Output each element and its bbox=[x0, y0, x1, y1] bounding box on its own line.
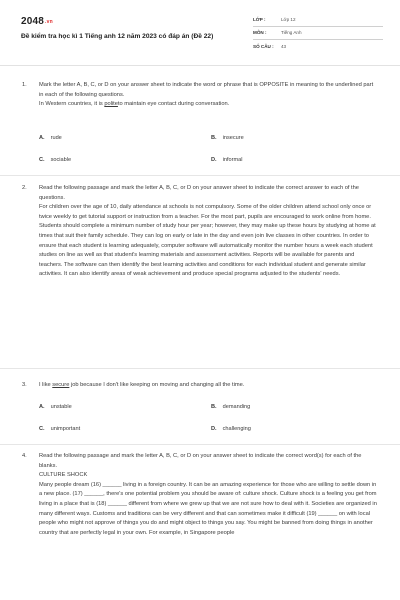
option-letter: D. bbox=[211, 157, 217, 163]
divider bbox=[0, 368, 400, 369]
underlined-word: secure bbox=[52, 382, 70, 388]
stem-text: In Western countries, it is bbox=[39, 101, 105, 108]
meta-count-label: SỐ CÂU : bbox=[253, 44, 274, 49]
option-text: challenging bbox=[222, 426, 251, 432]
site-logo[interactable] bbox=[21, 16, 53, 27]
option-letter: D. bbox=[211, 426, 217, 432]
option-text: insecure bbox=[222, 135, 244, 141]
underlined-word: polite bbox=[104, 101, 118, 108]
meta-class-value: Lớp 12 bbox=[281, 17, 296, 22]
stem-text: I like bbox=[39, 382, 53, 388]
question-number: 1. bbox=[22, 82, 27, 88]
question-stem bbox=[39, 100, 378, 110]
logo-suffix: .vn bbox=[45, 19, 53, 25]
meta-count-value: 43 bbox=[281, 44, 287, 49]
question-4 bbox=[22, 452, 378, 538]
divider bbox=[253, 39, 383, 40]
meta-subject-label: MÔN : bbox=[253, 30, 267, 35]
passage-heading: CULTURE SHOCK bbox=[39, 472, 88, 479]
divider bbox=[0, 175, 400, 176]
option-letter: C. bbox=[39, 426, 45, 432]
meta-class-label: LỚP : bbox=[253, 17, 266, 22]
reading-passage: Many people dream (16) ______ living in a foreign country. It can be an amazing experience for those who are willing to settle down in a new place. (17) ______, there's one potential problem you should be aware of: culture shock. Culture shock is a feeling you get from living in a place that is (18) ______ different from where we grew up that we are not sure how to deal with it. Societies are organized in many different ways. Customs and traditions can be very different and that can sometimes make it difficult (19) ______ on with local people who might not approve of things you do and might object to things you say. You might be banned from doing things in another country that are perfectly legal in your own. For example, in Singapore people bbox=[39, 481, 377, 536]
meta-subject-value: Tiếng Anh bbox=[281, 30, 302, 35]
meta-subject bbox=[253, 30, 383, 35]
option-text: sociable bbox=[50, 157, 72, 163]
header-divider bbox=[0, 65, 400, 66]
stem-text: job because I don't like keeping on moving and changing all the time. bbox=[69, 382, 245, 388]
question-2 bbox=[22, 184, 378, 280]
question-number: 4. bbox=[22, 453, 27, 459]
option-a[interactable] bbox=[39, 135, 62, 141]
divider bbox=[253, 26, 383, 27]
option-text: rude bbox=[50, 135, 62, 141]
option-b[interactable] bbox=[211, 135, 244, 141]
option-b[interactable] bbox=[211, 404, 250, 410]
option-letter: B. bbox=[211, 404, 217, 410]
option-text: unstable bbox=[50, 404, 72, 410]
option-d[interactable] bbox=[211, 157, 243, 163]
option-text: unimportant bbox=[50, 426, 81, 432]
option-text: demanding bbox=[222, 404, 251, 410]
stem-text: to maintain eye contact during conversation. bbox=[117, 101, 230, 108]
question-3 bbox=[22, 381, 378, 391]
divider bbox=[0, 444, 400, 445]
question-stem bbox=[39, 381, 378, 391]
meta-count bbox=[253, 44, 383, 49]
option-text: informal bbox=[222, 157, 243, 163]
question-instruction: Mark the letter A, B, C, or D on your answer sheet to indicate the word or phrase that is OPPOSITE in meaning to the underlined part in each of the following questions. bbox=[39, 82, 374, 98]
question-instruction: Read the following passage and mark the letter A, B, C, or D on your answer sheet to indicate the correct word(s) for each of the blanks. bbox=[39, 453, 362, 469]
option-c[interactable] bbox=[39, 426, 80, 432]
question-number: 2. bbox=[22, 185, 27, 191]
reading-passage: For children over the age of 10, daily attendance at schools is not compulsory. Some of the older children attend school only once or twice weekly to get tutorial support or instruction from a teacher. For the most part, pupils are encouraged to work online from home. Students should complete a minimum number of study hour per year; however, they may make up these hours by studying at home at times that suit their family schedule. They can log on early or late in the day and even join live classes in other countries. In order to ensure that each student is learning adequately, computer software will automatically monitor the number hours a week each student studies on line as well as that student's learning materials and assessment activities. Reports will be available for parents and teachers. The software can then identify the best learning activities and conditions for each individual student and generate similar activities. It can also identify areas of weak achievement and produce special programs adjusted to the students' needs. bbox=[39, 204, 376, 278]
question-instruction: Read the following passage and mark the letter A, B, C, or D on your answer sheet to indicate the correct answer to each of the questions. bbox=[39, 185, 359, 201]
option-d[interactable] bbox=[211, 426, 251, 432]
page-header bbox=[0, 0, 400, 62]
option-c[interactable] bbox=[39, 157, 71, 163]
question-number: 3. bbox=[22, 382, 27, 388]
option-letter: C. bbox=[39, 157, 45, 163]
logo-text: 2048 bbox=[21, 16, 45, 27]
page-title: Đề kiểm tra học kì 1 Tiếng anh 12 năm 2023 có đáp án (Đề 22) bbox=[21, 33, 214, 40]
option-letter: A. bbox=[39, 135, 45, 141]
meta-class bbox=[253, 17, 383, 22]
option-letter: A. bbox=[39, 404, 45, 410]
option-a[interactable] bbox=[39, 404, 72, 410]
option-letter: B. bbox=[211, 135, 217, 141]
question-1 bbox=[22, 81, 378, 110]
